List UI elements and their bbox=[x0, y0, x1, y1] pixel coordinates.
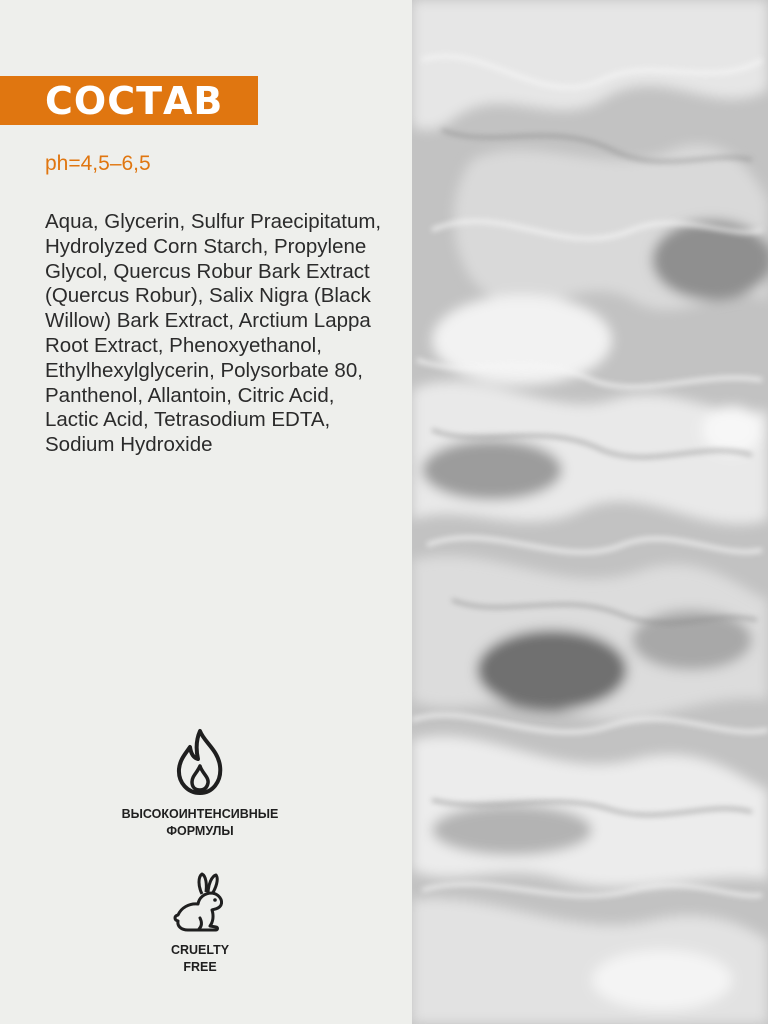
feature-cruelty-free bbox=[80, 872, 320, 976]
flame-icon bbox=[174, 728, 226, 796]
feature-label: CRUELTY FREE bbox=[170, 943, 230, 974]
title-banner bbox=[0, 76, 258, 125]
rabbit-icon bbox=[172, 872, 228, 932]
page-title: СОСТАВ bbox=[45, 79, 224, 123]
ingredients-list: Aqua, Glycerin, Sulfur Praecipitatum, Hydrolyzed Corn Starch, Propylene Glycol, Quercus Robur Bark Extract (Quercus Robur), Salix Nigra (Black Willow) Bark Extract, Arctium Lappa Root Extract, Phenoxyethanol, Ethylhexylglycerin, Polysorbate 80, Panthenol, Allantoin, Citric Acid, Lactic Acid, Tetrasodium EDTA, Sodium Hydroxide bbox=[45, 210, 382, 457]
marble-texture-image bbox=[412, 0, 768, 1024]
feature-high-intensity bbox=[80, 728, 320, 840]
marble-texture bbox=[412, 0, 768, 1024]
ph-value: ph=4,5–6,5 bbox=[45, 152, 151, 175]
feature-label: ВЫСОКОИНТЕНСИВНЫЕ ФОРМУЛЫ bbox=[121, 807, 279, 838]
